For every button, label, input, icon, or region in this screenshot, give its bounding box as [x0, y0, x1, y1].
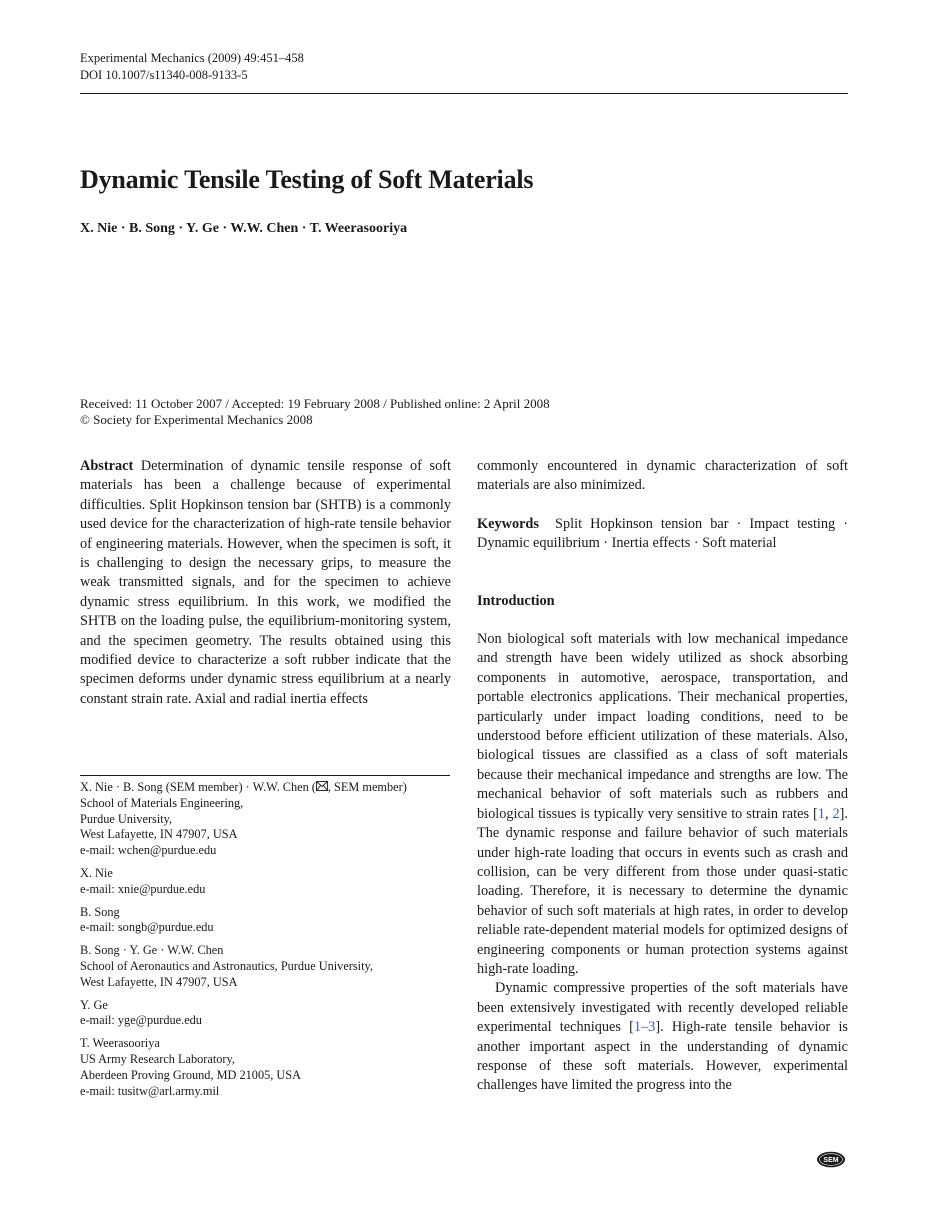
right-column: [477, 457, 848, 1096]
keywords-label: Keywords: [477, 515, 539, 532]
abstract-text-left: Determination of dynamic tensile response of soft materials has been a challenge because of experimental difficulties. Split Hopkinson tension bar (SHTB) is a commonly used device for the characterization of high-rate tensile behavior of engineering materials. However, when the specimen is soft, it is challenging to design the necessary grips, to measure the weak transmitted signals, and for the specimen to achieve dynamic stress equilibrium. In this work, we modified the SHTB on the loading pulse, the equilibrium-monitoring system, and the specimen geometry. The results obtained using this modified device to characterize a soft rubber indicate that the specimen deforms under dynamic stress equilibrium at a nearly constant strain rate. Axial and radial inertia effects: [80, 458, 451, 707]
sem-logo-icon: [816, 1151, 846, 1168]
running-header: [80, 50, 848, 84]
email-link[interactable]: e-mail: xnie@purdue.edu: [80, 881, 206, 896]
affiliation-block: [80, 905, 460, 937]
intro-paragraph-2: Dynamic compressive properties of the soft materials have been extensively investigated with recently developed reliable experimental techniques [1–3]. High-rate tensile behavior is another important aspect in the understanding of dynamic response of these soft materials. However, experimental challenges have limited the progress into the: [477, 980, 848, 1094]
abstract: [80, 457, 451, 709]
affiliation-line: West Lafayette, IN 47907, USA: [80, 974, 238, 989]
journal-citation: Experimental Mechanics (2009) 49:451–458: [80, 51, 304, 65]
affiliation-line: T. Weerasooriya: [80, 1036, 160, 1051]
affiliation-block: [80, 866, 460, 898]
header-rule: [80, 93, 848, 94]
affiliation-line: Aberdeen Proving Ground, MD 21005, USA: [80, 1067, 301, 1082]
email-link[interactable]: e-mail: wchen@purdue.edu: [80, 843, 217, 858]
affiliation-line: X. Nie: [80, 865, 113, 880]
citation-link[interactable]: 1: [817, 805, 825, 822]
affiliation-block: [80, 998, 460, 1030]
affiliation-line: School of Materials Engineering,: [80, 795, 244, 810]
footnote-rule: [80, 775, 450, 776]
affiliation-line: B. Song · Y. Ge · W.W. Chen: [80, 943, 224, 958]
date-history: Received: 11 October 2007 / Accepted: 19 February 2008 / Published online: 2 April 2008: [80, 396, 550, 411]
affiliation-block: [80, 780, 460, 859]
affiliations: [80, 780, 460, 1106]
affiliation-line: US Army Research Laboratory,: [80, 1051, 235, 1066]
abstract-continued: commonly encountered in dynamic characterization of soft materials are also minimized.: [477, 458, 848, 494]
author-list: X. Nie · B. Song · Y. Ge · W.W. Chen · T. Weerasooriya: [80, 221, 408, 236]
intro-paragraph-1: Non biological soft materials with low mechanical impedance and strength have been widely utilized as shock absorbing components in automotive, aerospace, transportation, and portable electronics applications. Their mechanical properties, particularly under impact loading conditions, need to be understood before efficient utilization of these materials. Also, biological tissues are classified as a class of soft materials because their mechanical impedance and strengths are low. The mechanical behavior of soft materials such as rubbers and biological tissues is typically very sensitive to strain rates [1, 2]. The dynamic response and failure behavior of such materials under high-rate loading that occurs in events such as crash and collision, can be very different from those under quasi-static loading. Therefore, it is necessary to determine the dynamic behavior of such soft materials at high rates, in order to develop reliable rate-dependent material models for optimized designs of engineering components or human protection systems against high-rate loading.: [477, 631, 848, 977]
copyright-line: © Society for Experimental Mechanics 2008: [80, 412, 313, 427]
affiliation-line: Y. Ge: [80, 997, 108, 1012]
affiliation-line: Purdue University,: [80, 811, 173, 826]
keywords: [477, 515, 848, 554]
email-link[interactable]: e-mail: songb@purdue.edu: [80, 920, 214, 935]
affiliation-block: [80, 943, 460, 990]
affiliation-line: School of Aeronautics and Astronautics, Purdue University,: [80, 958, 373, 973]
affiliation-block: [80, 1036, 460, 1099]
doi[interactable]: DOI 10.1007/s11340-008-9133-5: [80, 68, 248, 82]
affiliation-line: West Lafayette, IN 47907, USA: [80, 827, 238, 842]
envelope-icon: [316, 781, 328, 793]
sem-logo-text: SEM: [823, 1157, 839, 1164]
citation-link[interactable]: 2: [832, 805, 840, 822]
publication-dates: [80, 396, 550, 428]
email-link[interactable]: e-mail: yge@purdue.edu: [80, 1013, 202, 1028]
keywords-text: Split Hopkinson tension bar · Impact testing · Dynamic equilibrium · Inertia effects · Soft material: [477, 515, 848, 552]
abstract-label: Abstract: [80, 458, 134, 474]
affiliation-line: B. Song: [80, 904, 120, 919]
affiliation-line: X. Nie · B. Song (SEM member) · W.W. Chen ( , SEM member): [80, 780, 407, 794]
email-link[interactable]: e-mail: tusitw@arl.army.mil: [80, 1083, 220, 1098]
section-heading-introduction: Introduction: [477, 592, 555, 609]
citation-link[interactable]: 1–3: [633, 1019, 656, 1036]
left-column: [80, 457, 451, 709]
paper-title: Dynamic Tensile Testing of Soft Materials: [80, 165, 534, 194]
